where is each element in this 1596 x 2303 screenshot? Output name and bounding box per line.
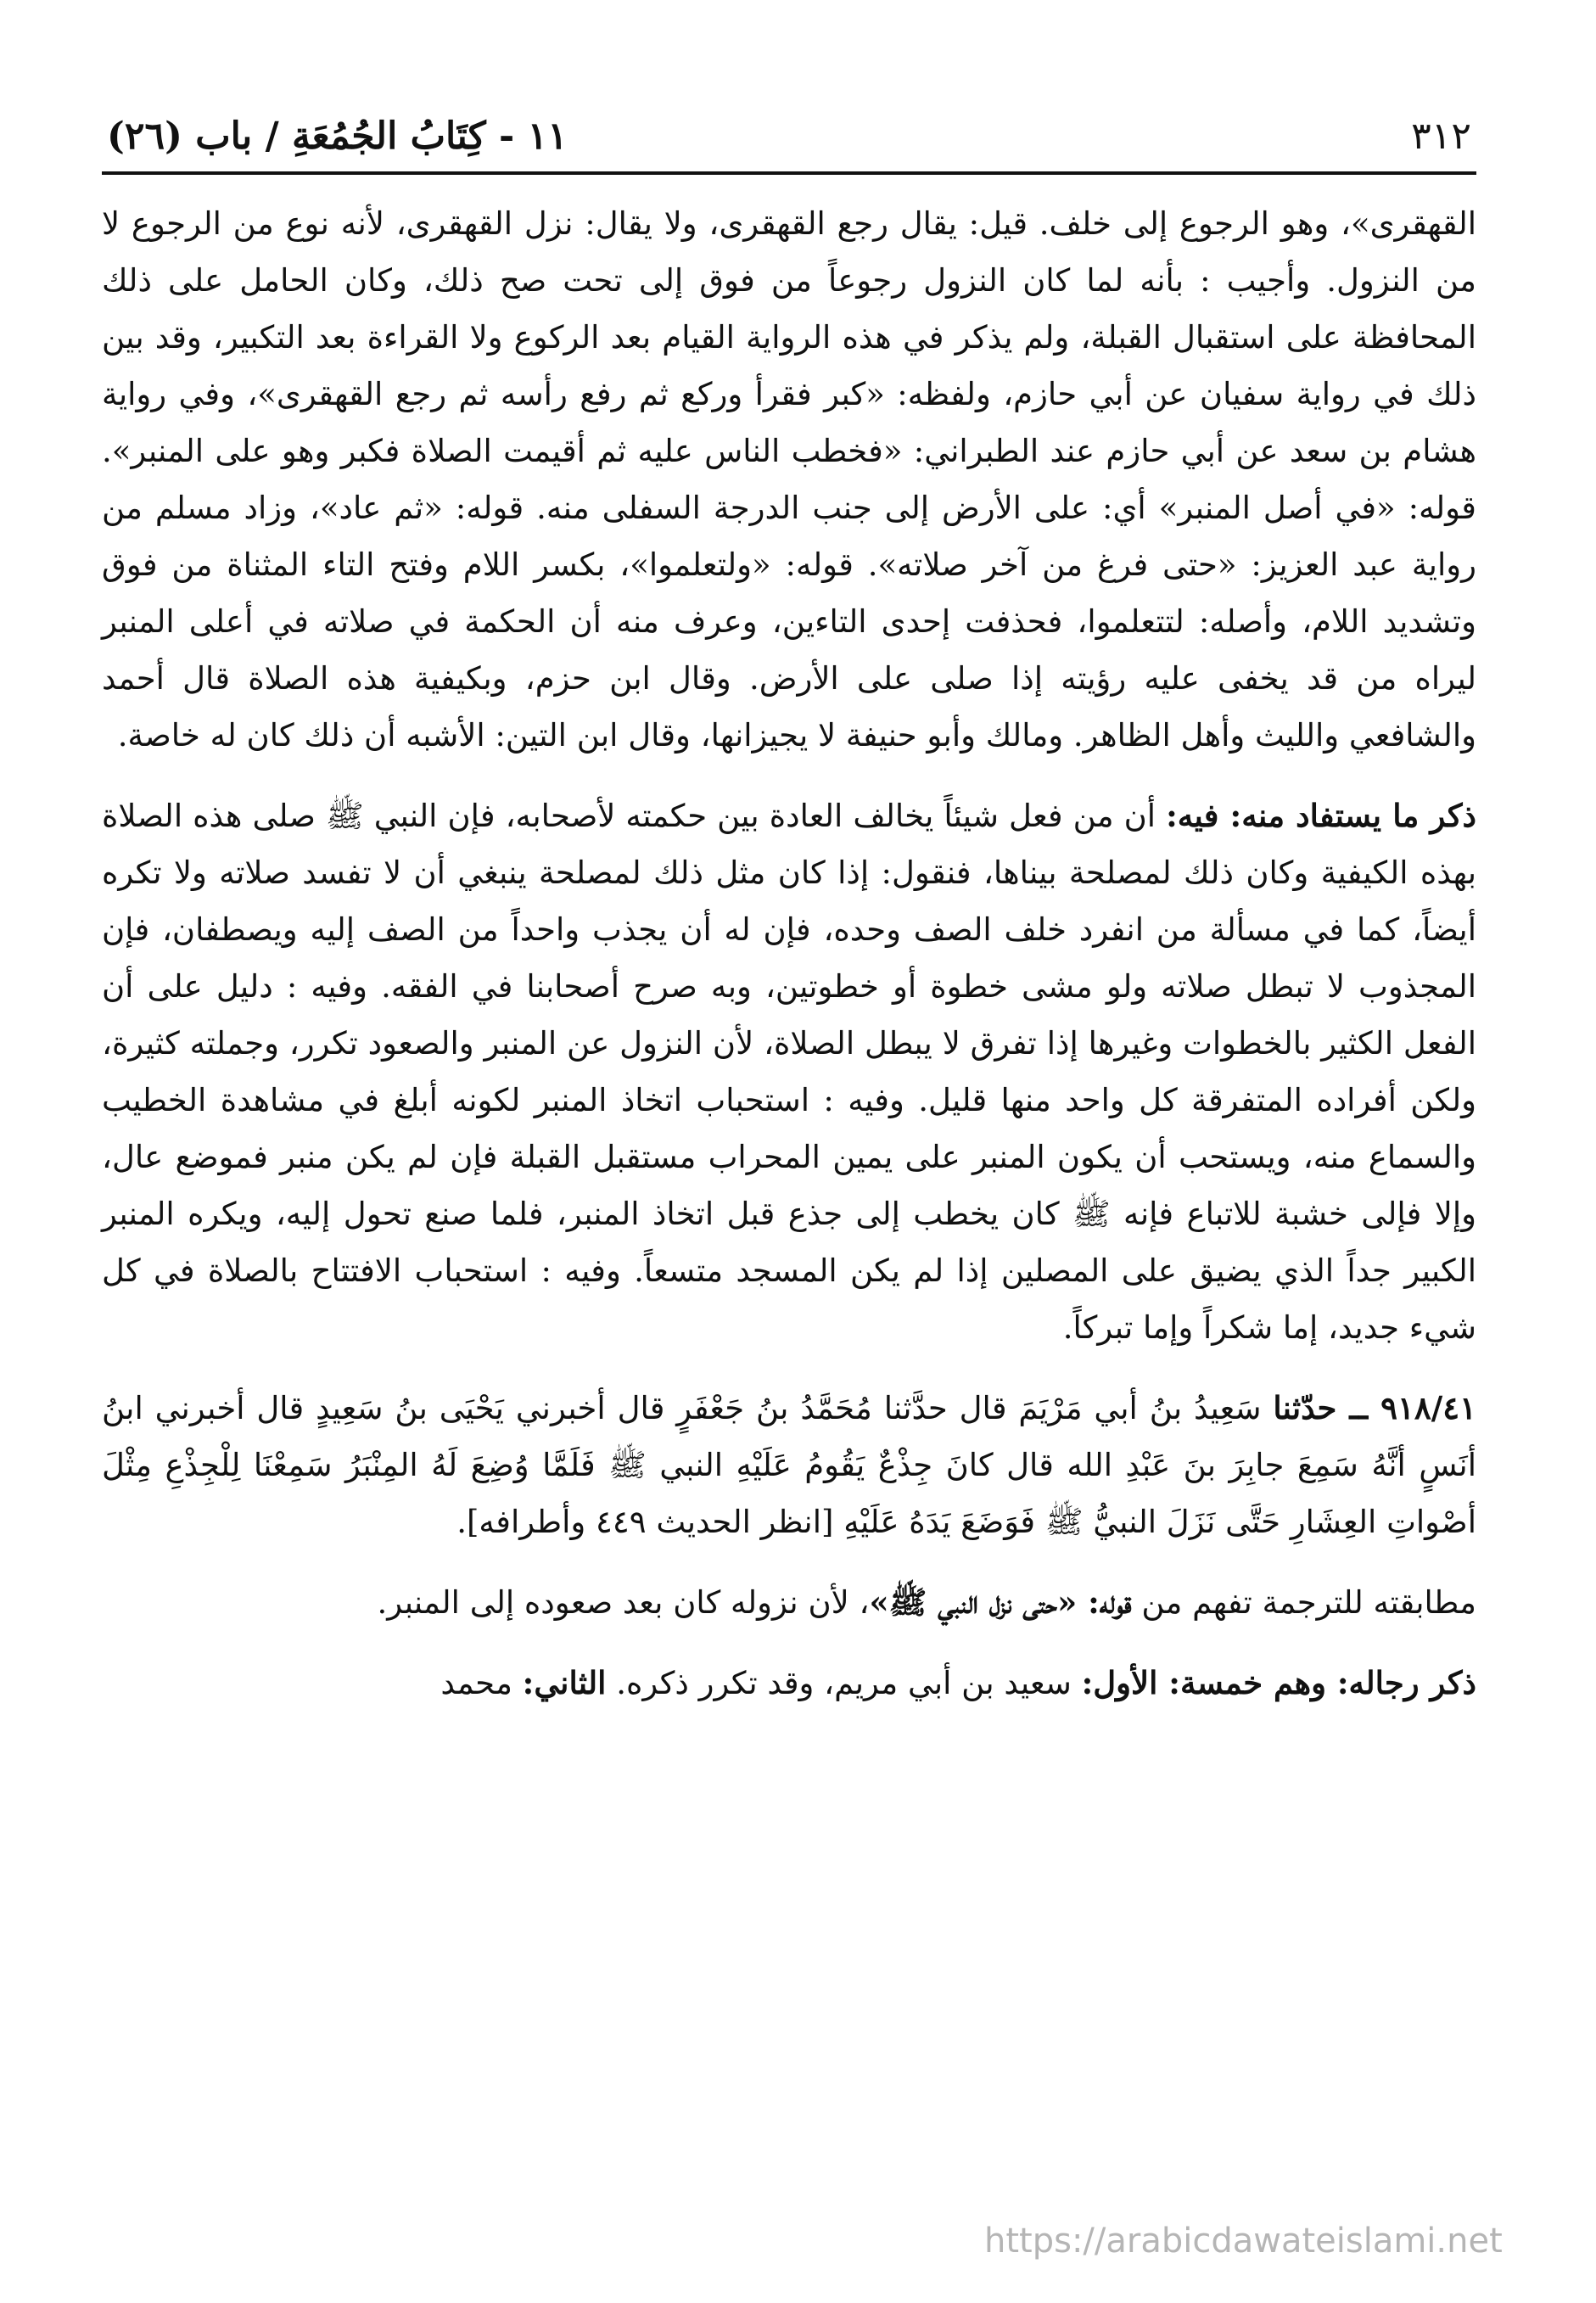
narrators-second-label: الثاني: (522, 1663, 607, 1701)
book-page (102, 115, 1476, 1712)
page-number: ٣١٢ (1411, 115, 1471, 158)
benefits-heading: ذكر ما يستفاد منه: فيه: (1166, 796, 1476, 834)
main-text (102, 195, 1476, 1712)
paragraph-hadith (102, 1380, 1476, 1550)
hadith-text: سَعِيدُ بنُ أبي مَرْيَمَ قال حدَّثنا مُحَمَّدُ بنُ جَعْفَرٍ قال أخبرني يَحْيَى بنُ سَعِيدٍ قال أخبرني ابنُ أنَسٍ أنَّهُ سَمِعَ جابِرَ بنَ عَبْدِ الله قال كانَ جِذْعٌ يَقُومُ عَلَيْهِ النبي ﷺ فَلَمَّا وُضِعَ لَهُ المِنْبَرُ سَمِعْنَا لِلْجِذْعِ مِثْلَ أصْواتِ العِشَارِ حَتَّى نَزَلَ النبيُّ ﷺ فَوَضَعَ يَدَهُ عَلَيْهِ (102, 1389, 1476, 1540)
hadith-reference: [انظر الحديث ٤٤٩ وأطرافه]. (456, 1503, 834, 1540)
paragraph-benefits (102, 787, 1476, 1356)
paragraph-matching (102, 1574, 1476, 1631)
narrators-second: محمد (440, 1664, 512, 1701)
matching-end: ، لأن نزوله كان بعد صعوده إلى المنبر. (377, 1583, 870, 1621)
chapter-title: ١١ - كِتَابُ الجُمُعَةِ / باب (٢٦) (107, 115, 568, 158)
matching-quote: قوله: «حتى نزل النبي ﷺ» (869, 1583, 1132, 1621)
paragraph-narrators (102, 1655, 1476, 1712)
benefits-text: أن من فعل شيئاً يخالف العادة بين حكمته لأصحابه، فإن النبي ﷺ صلى هذه الصلاة بهذه الكيفية وكان ذلك لمصلحة بيناها، فنقول: إذا كان مثل ذلك لمصلحة ينبغي أن لا تفسد صلاته ولا تكره أيضاً، كما في مسألة من انفرد خلف الصف وحده، فإن له أن يجذب واحداً من الصف إليه ويصطفان، فإن المجذوب لا تبطل صلاته ولو مشى خطوة أو خطوتين، وبه صرح أصحابنا في الفقه. وفيه : دليل على أن الفعل الكثير بالخطوات وغيرها إذا تفرق لا يبطل الصلاة، لأن النزول عن المنبر والصعود تكرر، وجملته كثيرة، ولكن أفراده المتفرقة كل واحد منها قليل. وفيه : استحباب اتخاذ المنبر لكونه أبلغ في مشاهدة الخطيب والسماع منه، ويستحب أن يكون المنبر على يمين المحراب مستقبل القبلة فإن لم يكن منبر فموضع عال، وإلا فإلى خشبة للاتباع فإنه ﷺ كان يخطب إلى جذع قبل اتخاذ المنبر، فلما صنع تحول إليه، ويكره المنبر الكبير جداً الذي يضيق على المصلين إذا لم يكن المسجد متسعاً. وفيه : استحباب الافتتاح بالصلاة في كل شيء جديد، إما شكراً وإما تبركاً. (102, 797, 1476, 1346)
page-header (102, 115, 1476, 175)
matching-start: مطابقته للترجمة تفهم من (1141, 1583, 1476, 1621)
hadith-number: ٩١٨/٤١ ــ حدّثنا (1273, 1388, 1476, 1426)
watermark-url: https://arabicdawateislami.net (984, 2222, 1503, 2261)
paragraph-commentary: القهقرى»، وهو الرجوع إلى خلف. قيل: يقال رجع القهقرى، ولا يقال: نزل القهقرى، لأنه نوع من الرجوع لا من النزول. وأجيب : بأنه لما كان النزول رجوعاً من فوق إلى تحت صح ذلك، وكان الحامل على ذلك المحافظة على استقبال القبلة، ولم يذكر في هذه الرواية القيام بعد الركوع ولا القراءة بعد التكبير، وقد بين ذلك في رواية سفيان عن أبي حازم، ولفظه: «كبر فقرأ وركع ثم رفع رأسه ثم رجع القهقرى»، وفي رواية هشام بن سعد عن أبي حازم عند الطبراني: «فخطب الناس عليه ثم أقيمت الصلاة فكبر وهو على المنبر». قوله: «في أصل المنبر» أي: على الأرض إلى جنب الدرجة السفلى منه. قوله: «ثم عاد»، وزاد مسلم من رواية عبد العزيز: «حتى فرغ من آخر صلاته». قوله: «ولتعلموا»، بكسر اللام وفتح التاء المثناة من فوق وتشديد اللام، وأصله: لتتعلموا، فحذفت إحدى التاءين، وعرف منه أن الحكمة في صلاته في أعلى المنبر ليراه من قد يخفى عليه رؤيته إذا صلى على الأرض. وقال ابن حزم، وبكيفية هذه الصلاة قال أحمد والشافعي والليث وأهل الظاهر. ومالك وأبو حنيفة لا يجيزانها، وقال ابن التين: الأشبه أن ذلك كان له خاصة. (102, 205, 1476, 754)
narrators-heading: ذكر رجاله: وهم خمسة: الأول: (1081, 1663, 1476, 1701)
narrators-first: سعيد بن أبي مريم، وقد تكرر ذكره. (616, 1664, 1072, 1701)
